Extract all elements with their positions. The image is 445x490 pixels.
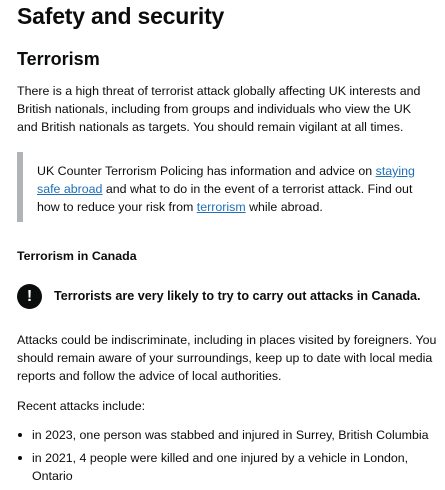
recent-attacks-label: Recent attacks include:: [17, 399, 146, 413]
inset-text-before: UK Counter Terrorism Policing has information and advice on: [37, 164, 376, 178]
inset-text-after: while abroad.: [245, 200, 323, 214]
recent-attacks-list: [17, 426, 441, 490]
section-heading: Terrorism: [17, 49, 100, 69]
inset-paragraph: [37, 162, 437, 216]
intro-paragraph: There is a high threat of terrorist attack globally affecting UK interests and British nationals, including from groups and individuals who view the UK and British nationals as targets. You should remain vigilant at all times.: [17, 84, 421, 134]
subheading: Terrorism in Canada: [17, 249, 137, 263]
warning-callout: [17, 284, 437, 310]
staying-safe-abroad-link[interactable]: staying safe abroad: [37, 164, 415, 196]
list-item: in 2023, one person was stabbed and injured in Surrey, British Columbia: [17, 426, 441, 444]
attacks-paragraph: Attacks could be indiscriminate, including in places visited by foreigners. You should remain aware of your surroundings, keep up to date with local media reports and follow the advice of local authorities.: [17, 333, 437, 383]
terrorism-link[interactable]: terrorism: [196, 200, 246, 214]
warning-text: Terrorists are very likely to try to carry out attacks in Canada.: [54, 289, 421, 303]
page-title: Safety and security: [17, 3, 225, 29]
inset-text-middle: and what to do in the event of a terrorist attack. Find out how to reduce your risk from: [37, 182, 413, 214]
list-item: in 2021, 4 people were killed and one injured by a vehicle in London, Ontario: [17, 449, 441, 485]
inset-text: [17, 152, 437, 222]
warning-icon: !: [17, 284, 42, 309]
